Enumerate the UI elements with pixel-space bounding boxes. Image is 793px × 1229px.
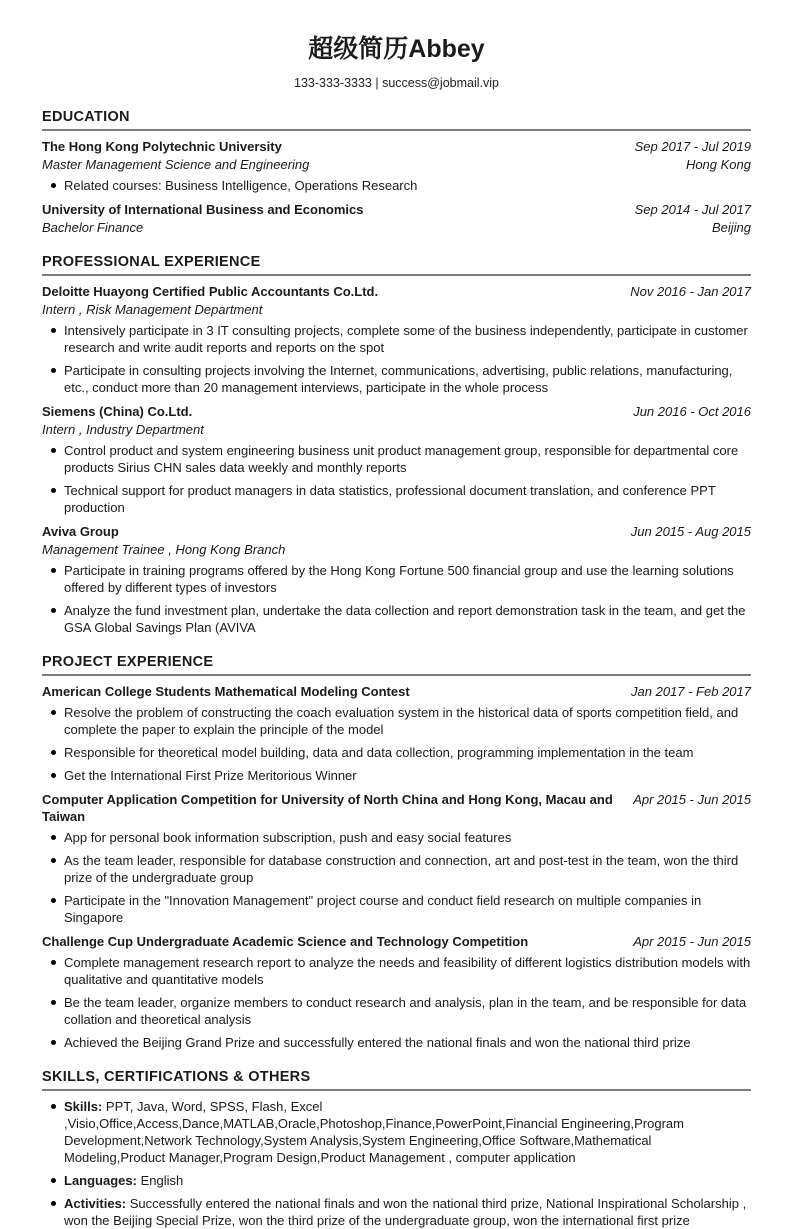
degree: Bachelor Finance [42, 220, 144, 235]
bullet-item: Be the team leader, organize members to conduct research and analysis, plan in the team, and be responsible for data collation and theoretical analysis [42, 994, 751, 1028]
bullet-item: Resolve the problem of constructing the coach evaluation system in the historical data of sports competition field, and complete the paper to explain the principle of the model [42, 704, 751, 738]
project-entry [42, 791, 751, 926]
date-range: Sep 2014 - Jul 2017 [634, 202, 751, 217]
school-name: University of International Business and Economics [42, 202, 364, 217]
date-range: Apr 2015 - Jun 2015 [633, 934, 751, 949]
languages-text: English [140, 1173, 184, 1188]
entry-subhead [42, 156, 751, 173]
project-name: Computer Application Competition for University of North China and Hong Kong, Macau and Taiwan [42, 792, 613, 824]
job-title: Intern , Industry Department [42, 422, 204, 437]
date-range: Nov 2016 - Jan 2017 [630, 284, 751, 299]
bullet-list [42, 442, 751, 516]
bullet-list [42, 1098, 751, 1229]
location: Hong Kong [685, 157, 751, 172]
bullet-list [42, 704, 751, 784]
section-title-experience: PROFESSIONAL EXPERIENCE [42, 253, 751, 276]
bullet-item: Complete management research report to analyze the needs and feasibility of different logistics distribution models with qualitative and quantitative models [42, 954, 751, 988]
section-title-education: EDUCATION [42, 108, 751, 131]
bullet-list [42, 562, 751, 636]
entry-head [42, 403, 751, 420]
entry-subhead [42, 219, 751, 236]
skills-line1: PPT, Java, Word, SPSS, Flash, Excel [105, 1099, 323, 1114]
entry-head [42, 201, 751, 218]
languages-item [42, 1172, 751, 1189]
section-education [42, 108, 751, 236]
location: Beijing [711, 220, 751, 235]
job-title: Intern , Risk Management Department [42, 302, 263, 317]
skills-line2: ,Visio,Office,Access,Dance,MATLAB,Oracle,Photoshop,Finance,PowerPoint,Financial Engineering,Program Development,Network Technology,System Analysis,System Engineering,Office Software,Mathematical Modeling,Product Manager,Program Design,Product Management , computer application [64, 1116, 684, 1165]
contact-line: 133-333-3333 | success@jobmail.vip [294, 76, 499, 90]
activities-text: Successfully entered the national finals and won the national third prize, National Inspirational Scholarship , won the Beijing Special Prize, won the third prize of the undergraduate group, won the international first prize [64, 1196, 747, 1228]
date-range: Apr 2015 - Jun 2015 [633, 792, 751, 807]
project-name: American College Students Mathematical Modeling Contest [42, 684, 410, 699]
job-title: Management Trainee , Hong Kong Branch [42, 542, 286, 557]
section-title-projects: PROJECT EXPERIENCE [42, 653, 751, 676]
bullet-list [42, 177, 751, 194]
entry-head [42, 933, 751, 950]
bullet-item: Analyze the fund investment plan, undertake the data collection and report demonstration task in the team, and get the GSA Global Savings Plan (AVIVA [42, 602, 751, 636]
bullet-item: Participate in training programs offered by the Hong Kong Fortune 500 financial group and use the learning solutions offered by different types of investors [42, 562, 751, 596]
experience-entry [42, 523, 751, 636]
activities-label: Activities: [64, 1196, 127, 1211]
date-range: Sep 2017 - Jul 2019 [634, 139, 751, 154]
bullet-item: Related courses: Business Intelligence, Operations Research [42, 177, 751, 194]
entry-head [42, 683, 751, 700]
section-skills [42, 1068, 751, 1229]
bullet-item: Intensively participate in 3 IT consulting projects, complete some of the business independently, participate in customer research and write audit reports and reports on the spot [42, 322, 751, 356]
bullet-item: Get the International First Prize Meritorious Winner [42, 767, 751, 784]
section-experience [42, 253, 751, 636]
project-entry [42, 683, 751, 784]
bullet-list [42, 322, 751, 396]
bullet-item: As the team leader, responsible for database construction and connection, art and post-test in the team, won the third prize of the undergraduate group [42, 852, 751, 886]
education-entry [42, 138, 751, 194]
bullet-item: App for personal book information subscription, push and easy social features [42, 829, 751, 846]
education-entry [42, 201, 751, 236]
experience-entry [42, 283, 751, 396]
school-name: The Hong Kong Polytechnic University [42, 139, 282, 154]
entry-head [42, 138, 751, 155]
date-range: Jun 2015 - Aug 2015 [630, 524, 751, 539]
bullet-list [42, 829, 751, 926]
bullet-item: Participate in consulting projects involving the Internet, communications, advertising, public relations, manufacturing, etc., conduct more than 20 management interviews, participate in the whole process [42, 362, 751, 396]
bullet-item: Control product and system engineering business unit product management group, responsible for departmental core products Sirius CHN sales data weekly and monthly reports [42, 442, 751, 476]
date-range: Jun 2016 - Oct 2016 [633, 404, 751, 419]
entry-head [42, 791, 751, 825]
entry-head [42, 283, 751, 300]
skills-item [42, 1098, 751, 1166]
entry-subhead [42, 421, 751, 438]
degree: Master Management Science and Engineering [42, 157, 310, 172]
bullet-list [42, 954, 751, 1051]
candidate-name: 超级简历Abbey [308, 35, 485, 63]
skills-label: Skills: [64, 1099, 103, 1114]
languages-label: Languages: [64, 1173, 137, 1188]
entry-subhead [42, 541, 751, 558]
company-name: Deloitte Huayong Certified Public Accountants Co.Ltd. [42, 284, 379, 299]
project-name: Challenge Cup Undergraduate Academic Science and Technology Competition [42, 934, 529, 949]
experience-entry [42, 403, 751, 516]
section-projects [42, 653, 751, 1051]
bullet-item: Participate in the "Innovation Management" project course and conduct field research on multiple companies in Singapore [42, 892, 751, 926]
activities-item [42, 1195, 751, 1229]
bullet-item: Technical support for product managers in data statistics, professional document translation, and conference PPT production [42, 482, 751, 516]
date-range: Jan 2017 - Feb 2017 [631, 684, 751, 699]
project-entry [42, 933, 751, 1051]
bullet-item: Responsible for theoretical model building, data and data collection, programming implementation in the team [42, 744, 751, 761]
company-name: Siemens (China) Co.Ltd. [42, 404, 193, 419]
bullet-item: Achieved the Beijing Grand Prize and successfully entered the national finals and won the national third prize [42, 1034, 751, 1051]
entry-subhead [42, 301, 751, 318]
company-name: Aviva Group [42, 524, 119, 539]
entry-head [42, 523, 751, 540]
section-title-skills: SKILLS, CERTIFICATIONS & OTHERS [42, 1068, 751, 1091]
